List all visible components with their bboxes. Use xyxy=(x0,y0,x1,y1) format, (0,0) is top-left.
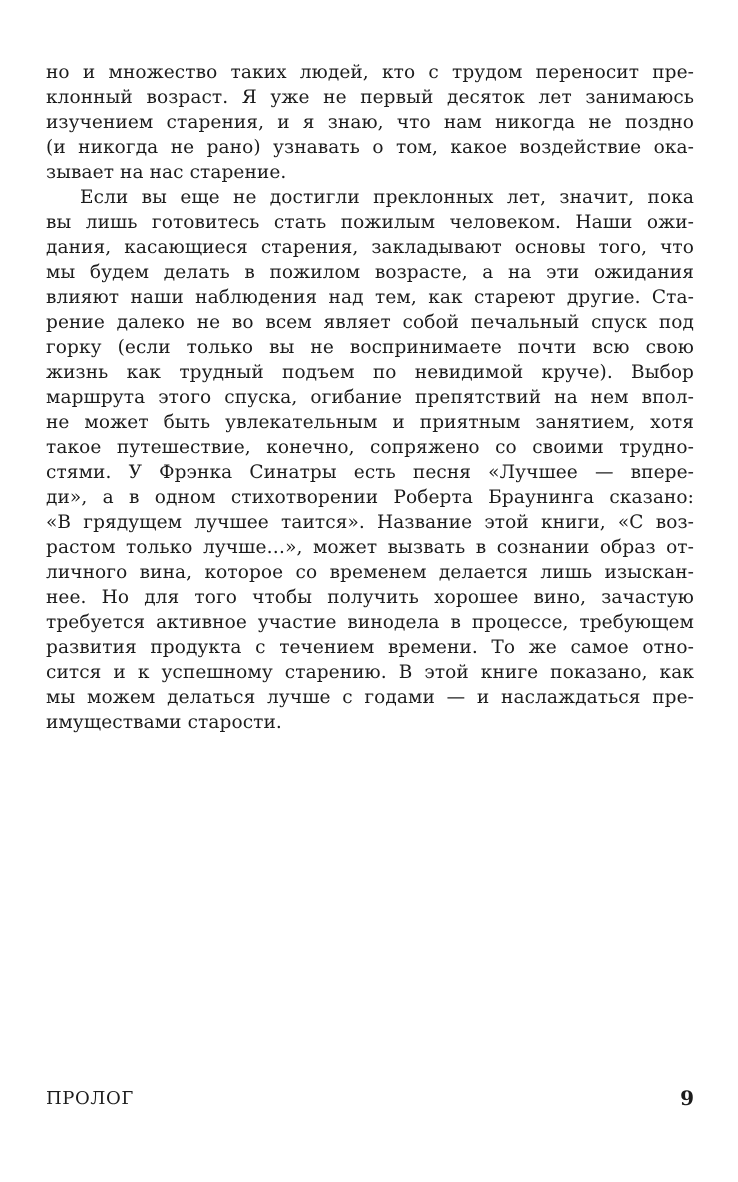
text-line: рение далеко не во всем являет собой печальный спуск под xyxy=(46,312,694,333)
text-line: такое путешествие, конечно, сопряжено со своими трудно- xyxy=(46,437,694,458)
text-line: нее. Но для того чтобы получить хорошее вино, зачастую xyxy=(46,587,694,608)
text-line: личного вина, которое со временем делается лишь изыскан- xyxy=(46,562,694,583)
text-line: ди», а в одном стихотворении Роберта Браунинга сказано: xyxy=(46,487,694,508)
text-line: требуется активное участие винодела в процессе, требующем xyxy=(46,612,694,633)
text-line: имуществами старости. xyxy=(46,712,282,733)
text-line: мы можем делаться лучше с годами — и наслаждаться пре- xyxy=(46,687,694,708)
text-line: жизнь как трудный подъем по невидимой круче). Выбор xyxy=(46,362,694,383)
text-line: не может быть увлекательным и приятным занятием, хотя xyxy=(46,412,694,433)
text-line: Если вы еще не достигли преклонных лет, значит, пока xyxy=(80,187,694,208)
text-line: сится и к успешному старению. В этой книге показано, как xyxy=(46,662,694,683)
text-line: развития продукта с течением времени. То же самое отно- xyxy=(46,637,694,658)
text-line: но и множество таких людей, кто с трудом переносит пре- xyxy=(46,62,694,83)
text-line: влияют наши наблюдения над тем, как стареют другие. Ста- xyxy=(46,287,694,308)
text-line: изучением старения, и я знаю, что нам никогда не поздно xyxy=(46,112,694,133)
text-line: стями. У Фрэнка Синатры есть песня «Лучшее — впере- xyxy=(46,462,694,483)
running-head: ПРОЛОГ xyxy=(46,1088,134,1109)
text-line: «В грядущем лучшее таится». Название этой книги, «С воз- xyxy=(46,512,694,533)
text-line: дания, касающиеся старения, закладывают основы того, что xyxy=(46,237,694,258)
text-line: (и никогда не рано) узнавать о том, какое воздействие ока- xyxy=(46,137,694,158)
text-line: зывает на нас старение. xyxy=(46,162,287,183)
text-line: маршрута этого спуска, огибание препятствий на нем впол- xyxy=(46,387,694,408)
text-line: клонный возраст. Я уже не первый десяток лет занимаюсь xyxy=(46,87,694,108)
text-line: горку (если только вы не воспринимаете почти всю свою xyxy=(46,337,694,358)
text-line: растом только лучше…», может вызвать в сознании образ от- xyxy=(46,537,694,558)
text-line: мы будем делать в пожилом возрасте, а на эти ожидания xyxy=(46,262,694,283)
page-number: 9 xyxy=(680,1086,694,1110)
text-line: вы лишь готовитесь стать пожилым человеком. Наши ожи- xyxy=(46,212,694,233)
